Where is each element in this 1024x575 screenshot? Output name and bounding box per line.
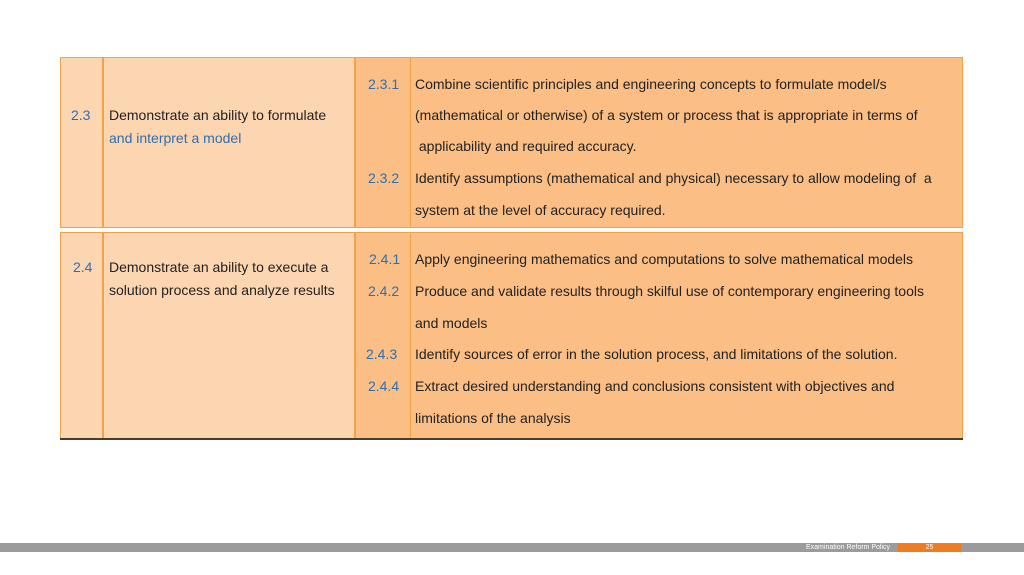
outcome-description-line: Demonstrate an ability to formulate (109, 107, 327, 123)
indicator-text-line: Extract desired understanding and conclusions consistent with objectives and (415, 378, 895, 394)
indicator-text-line: Identify sources of error in the solution process, and limitations of the solution. (415, 346, 898, 362)
outcome-description-cell (104, 58, 356, 227)
indicator-text-line: system at the level of accuracy required. (415, 202, 666, 218)
indicator-text-line: Produce and validate results through skilful use of contemporary engineering tools (415, 283, 924, 299)
indicator-text-cell (411, 58, 963, 227)
outcomes-table (60, 57, 963, 440)
indicator-code: 2.3.1 (368, 76, 400, 92)
outcome-description-cell (104, 233, 356, 438)
page-number: 25 (898, 543, 961, 552)
outcome-description-line: and interpret a model (109, 130, 242, 146)
indicator-text-line: applicability and required accuracy. (415, 138, 637, 154)
indicator-code: 2.3.2 (368, 170, 400, 186)
indicator-code: 2.4.1 (369, 251, 401, 267)
outcome-description-line: solution process and analyze results (109, 282, 335, 298)
indicator-code: 2.4.3 (366, 346, 398, 362)
indicator-text-cell (411, 233, 963, 438)
outcome-id: 2.4 (73, 259, 93, 275)
indicator-code-cell (356, 58, 411, 227)
indicator-text-line: Identify assumptions (mathematical and physical) necessary to allow modeling of a (415, 170, 932, 186)
indicator-code: 2.4.4 (368, 378, 400, 394)
outcome-id-cell (60, 233, 104, 438)
indicator-code-cell (356, 233, 411, 438)
table-row (60, 232, 963, 440)
indicator-text-line: limitations of the analysis (415, 410, 571, 426)
table-row (60, 57, 963, 228)
indicator-text-line: Apply engineering mathematics and computations to solve mathematical models (415, 251, 914, 267)
outcome-description-line: Demonstrate an ability to execute a (109, 259, 329, 275)
indicator-text-line: and models (415, 315, 488, 331)
indicator-code: 2.4.2 (368, 283, 400, 299)
indicator-text-line: Combine scientific principles and engineering concepts to formulate model/s (415, 76, 887, 92)
indicator-text-line: (mathematical or otherwise) of a system or process that is appropriate in terms of (415, 107, 918, 123)
outcome-id: 2.3 (71, 107, 91, 123)
outcome-id-cell (60, 58, 104, 227)
footer-title: Examination Reform Policy (806, 544, 891, 551)
